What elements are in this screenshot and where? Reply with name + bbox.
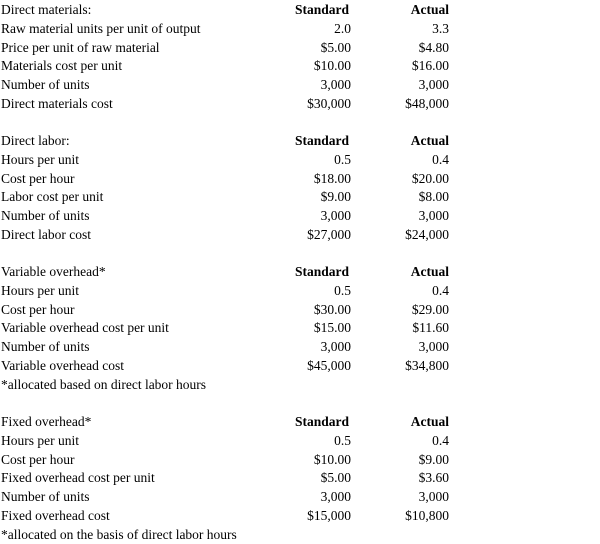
table-row bbox=[0, 94, 600, 113]
table-row bbox=[0, 281, 600, 300]
table-row bbox=[0, 187, 600, 206]
row-label: Price per unit of raw material bbox=[1, 39, 160, 55]
standard-column-header: Standard bbox=[294, 133, 349, 148]
table-row bbox=[0, 487, 600, 506]
actual-value: $16.00 bbox=[411, 58, 449, 74]
actual-value: $11.60 bbox=[412, 320, 449, 336]
standard-value: 3,000 bbox=[320, 77, 351, 93]
section-title: Direct labor: bbox=[1, 133, 70, 148]
row-label: Cost per hour bbox=[1, 170, 75, 186]
standard-value: $18.00 bbox=[313, 170, 351, 186]
table-row bbox=[0, 75, 600, 94]
standard-value: 3,000 bbox=[320, 339, 351, 355]
actual-value: $3.60 bbox=[418, 470, 449, 486]
footnote-text: *allocated on the basis of direct labor hours bbox=[1, 526, 237, 542]
actual-value: $9.00 bbox=[418, 451, 449, 467]
table-row bbox=[0, 150, 600, 169]
row-label: Number of units bbox=[1, 208, 90, 224]
table-row bbox=[0, 318, 600, 337]
standard-value: $9.00 bbox=[320, 189, 351, 205]
standard-value: $30.00 bbox=[313, 301, 351, 317]
table-row bbox=[0, 56, 600, 75]
actual-value: $4.80 bbox=[418, 39, 449, 55]
row-label: Hours per unit bbox=[1, 432, 79, 448]
standard-value: $45,000 bbox=[307, 358, 351, 373]
actual-column-header: Actual bbox=[410, 2, 449, 17]
row-label: Direct materials cost bbox=[1, 96, 113, 111]
standard-value: $30,000 bbox=[307, 96, 351, 111]
table-row bbox=[0, 356, 600, 375]
actual-value: $34,800 bbox=[405, 358, 449, 373]
section-header-row bbox=[0, 412, 600, 431]
actual-value: $8.00 bbox=[418, 189, 449, 205]
footnote-text: *allocated based on direct labor hours bbox=[1, 376, 207, 392]
actual-value: 3,000 bbox=[418, 208, 449, 224]
standard-value: $15.00 bbox=[313, 320, 351, 336]
standard-value: $10.00 bbox=[313, 58, 351, 74]
table-row bbox=[0, 206, 600, 225]
row-label: Variable overhead cost per unit bbox=[1, 320, 169, 336]
table-row bbox=[0, 38, 600, 57]
section-title: Variable overhead* bbox=[1, 264, 106, 279]
table-row bbox=[0, 450, 600, 469]
row-label: Variable overhead cost bbox=[1, 358, 124, 373]
standard-value: 0.5 bbox=[334, 282, 351, 298]
actual-value: $48,000 bbox=[405, 96, 449, 111]
table-row bbox=[0, 337, 600, 356]
row-label: Number of units bbox=[1, 339, 90, 355]
standard-value: 2.0 bbox=[334, 20, 351, 36]
actual-column-header: Actual bbox=[410, 264, 449, 279]
actual-value: 0.4 bbox=[432, 432, 449, 448]
table-row bbox=[0, 468, 600, 487]
actual-value: 3,000 bbox=[418, 339, 449, 355]
table-row bbox=[0, 506, 600, 525]
actual-value: $10,800 bbox=[405, 508, 449, 523]
section-header-row bbox=[0, 262, 600, 281]
standard-value: $15,000 bbox=[307, 508, 351, 523]
row-label: Materials cost per unit bbox=[1, 58, 123, 74]
row-label: Number of units bbox=[1, 77, 90, 93]
actual-value: 3.3 bbox=[432, 20, 449, 36]
row-label: Fixed overhead cost bbox=[1, 508, 110, 523]
row-label: Raw material units per unit of output bbox=[1, 20, 201, 36]
table-row bbox=[0, 300, 600, 319]
row-label: Cost per hour bbox=[1, 301, 75, 317]
section-title: Direct materials: bbox=[1, 2, 92, 17]
standard-value: 3,000 bbox=[320, 208, 351, 224]
section-header-row bbox=[0, 0, 600, 19]
row-label: Labor cost per unit bbox=[1, 189, 104, 205]
row-label: Hours per unit bbox=[1, 282, 79, 298]
standard-value: $10.00 bbox=[313, 451, 351, 467]
table-row bbox=[0, 225, 600, 244]
standard-value: $27,000 bbox=[307, 227, 351, 242]
footnote bbox=[0, 375, 600, 394]
standard-column-header: Standard bbox=[294, 2, 349, 17]
actual-value: $24,000 bbox=[405, 227, 449, 242]
footnote bbox=[0, 525, 600, 544]
section-header-row bbox=[0, 131, 600, 150]
actual-value: $29.00 bbox=[411, 301, 449, 317]
row-label: Hours per unit bbox=[1, 151, 79, 167]
standard-column-header: Standard bbox=[294, 264, 349, 279]
actual-column-header: Actual bbox=[410, 414, 449, 429]
standard-value: 0.5 bbox=[334, 432, 351, 448]
actual-value: 0.4 bbox=[432, 151, 449, 167]
actual-value: $20.00 bbox=[411, 170, 449, 186]
standard-value: 0.5 bbox=[334, 151, 351, 167]
row-label: Number of units bbox=[1, 489, 90, 505]
actual-value: 3,000 bbox=[418, 489, 449, 505]
row-label: Cost per hour bbox=[1, 451, 75, 467]
standard-value: 3,000 bbox=[320, 489, 351, 505]
actual-value: 0.4 bbox=[432, 282, 449, 298]
standard-value: $5.00 bbox=[320, 39, 351, 55]
table-row bbox=[0, 169, 600, 188]
table-row bbox=[0, 431, 600, 450]
actual-value: 3,000 bbox=[418, 77, 449, 93]
standard-column-header: Standard bbox=[294, 414, 349, 429]
row-label: Fixed overhead cost per unit bbox=[1, 470, 155, 486]
standard-value: $5.00 bbox=[320, 470, 351, 486]
table-row bbox=[0, 19, 600, 38]
actual-column-header: Actual bbox=[410, 133, 449, 148]
section-title: Fixed overhead* bbox=[1, 414, 92, 429]
row-label: Direct labor cost bbox=[1, 227, 91, 242]
